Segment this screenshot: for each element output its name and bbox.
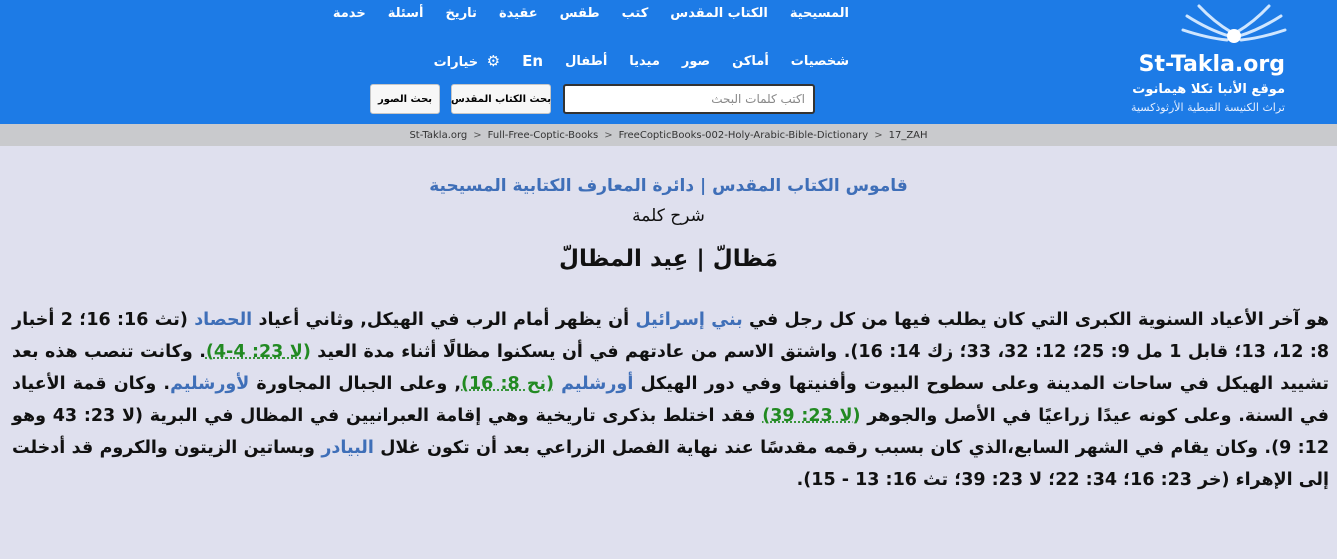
nav-item-rituals[interactable]: طقس (559, 6, 600, 21)
link-to-jerusalem[interactable]: لأورشليم (170, 374, 250, 394)
options-label: خيارات (433, 55, 479, 70)
options-menu[interactable] (434, 52, 501, 70)
logo-subtitle: موقع الأنبا تكلا هيمانوت (1132, 82, 1285, 97)
body-text: أن يظهر أمام الرب في الهيكل, وثاني أعياد (252, 310, 636, 330)
logo-name: St-Takla.org (1138, 52, 1285, 77)
article-body (12, 304, 1329, 496)
nav-item-books[interactable]: كتب (621, 6, 649, 21)
wings-logo-icon (1179, 2, 1289, 58)
verse-ref-neh-8[interactable]: (نح 8: 16) (461, 374, 554, 394)
nav-item-doctrine[interactable]: عقيدة (498, 6, 538, 21)
nav-item-bible[interactable]: الكتاب المقدس (670, 6, 768, 21)
body-text: , وعلى الجبال المجاورة (249, 374, 461, 394)
search-images-button[interactable]: بحث الصور (370, 84, 440, 114)
language-english-link[interactable]: En (522, 52, 544, 70)
breadcrumb-separator: > (874, 129, 883, 141)
page-subtitle: شرح كلمة (632, 206, 705, 226)
breadcrumb-separator: > (473, 129, 482, 141)
body-text: وبساتين الزيتون والكروم قد أدخلت إلى الإهراء (خر 23: 16؛ 34: 22؛ لا 23: 39؛ تث 16: 13 - 15). (12, 438, 1329, 490)
body-text: . وكانت تنصب هذه بعد تشييد الهيكل في ساحات المدينة وعلى سطوح البيوت وأفنيتها وفي دور الهيكل (12, 342, 1330, 394)
page-title: مَظالّ | عِيد المظالّ (559, 246, 778, 272)
nav-item-service[interactable]: خدمة (332, 6, 366, 21)
body-text: فقد اختلط بذكرى تاريخية وهي إقامة العبرانيين في المظال في البرية (لا 23: 43 وهو 12: 9). وكان يقام في الشهر السابع،الذي كان بسبب رقمه مقدسًا عند نهاية الفصل الزراعي بعد أن تكون غلال (12, 406, 1330, 458)
nav-item-questions[interactable]: أسئلة (387, 6, 424, 21)
main-nav (333, 6, 849, 21)
link-threshing-floors[interactable]: البيادر (321, 438, 374, 458)
nav-item-kids[interactable]: أطفال (565, 53, 608, 69)
breadcrumb (0, 124, 1337, 146)
main-content (0, 176, 1337, 496)
breadcrumb-separator: > (604, 129, 613, 141)
breadcrumb-link-books[interactable]: Full-Free-Coptic-Books (487, 129, 599, 141)
link-harvest[interactable]: الحصاد (194, 310, 253, 330)
body-text: (تث 16: 16؛ 2 أخبار 8: 12، 13؛ قابل 1 مل 9: 25؛ 12: 32، 33؛ زك 14: 16). واشتق الاسم من عادتهم في أن يسكنوا مظالًا أثناء مدة العيد (12, 310, 1330, 362)
body-text: هو آخر الأعياد السنوية الكبرى التي كان يطلب فيها من كل رجل في (742, 310, 1330, 330)
logo-tagline: تراث الكنيسة القبطية الأرثوذكسية (1131, 101, 1285, 114)
nav-item-history[interactable]: تاريخ (445, 6, 477, 21)
secondary-nav (434, 52, 849, 70)
breadcrumb-link-home[interactable]: St-Takla.org (409, 129, 468, 141)
search-input[interactable]: اكتب كلمات البحث (563, 84, 815, 114)
category-title-link[interactable]: قاموس الكتاب المقدس | دائرة المعارف الكتابية المسيحية (429, 176, 908, 196)
gear-icon: ⚙ (486, 52, 501, 70)
breadcrumb-current: 17_ZAH (888, 129, 928, 141)
nav-item-christianity[interactable]: المسيحية (789, 6, 849, 21)
search-bible-button[interactable]: بحث الكتاب المقدس (451, 84, 551, 114)
verse-ref-lev-23[interactable]: (لا 23: 4-4) (205, 342, 311, 362)
link-bani-israel[interactable]: بني إسرائيل (635, 310, 743, 330)
site-header (0, 0, 1337, 124)
verse-ref-lev-23-39[interactable]: (لا 23: 39) (762, 406, 861, 426)
link-jerusalem[interactable]: أورشليم (561, 374, 634, 394)
nav-item-images[interactable]: صور (681, 53, 711, 69)
nav-item-people[interactable]: شخصيات (790, 53, 849, 69)
site-logo[interactable] (997, 0, 1327, 124)
body-text: . وكان قمة الأعياد في السنة. وعلى كونه عيدًا زراعيًا في الأصل والجوهر (12, 374, 1329, 426)
nav-item-media[interactable]: ميديا (629, 53, 660, 69)
breadcrumb-link-dictionary[interactable]: FreeCopticBooks-002-Holy-Arabic-Bible-Dictionary (618, 129, 869, 141)
nav-item-places[interactable]: أماكن (732, 53, 769, 69)
